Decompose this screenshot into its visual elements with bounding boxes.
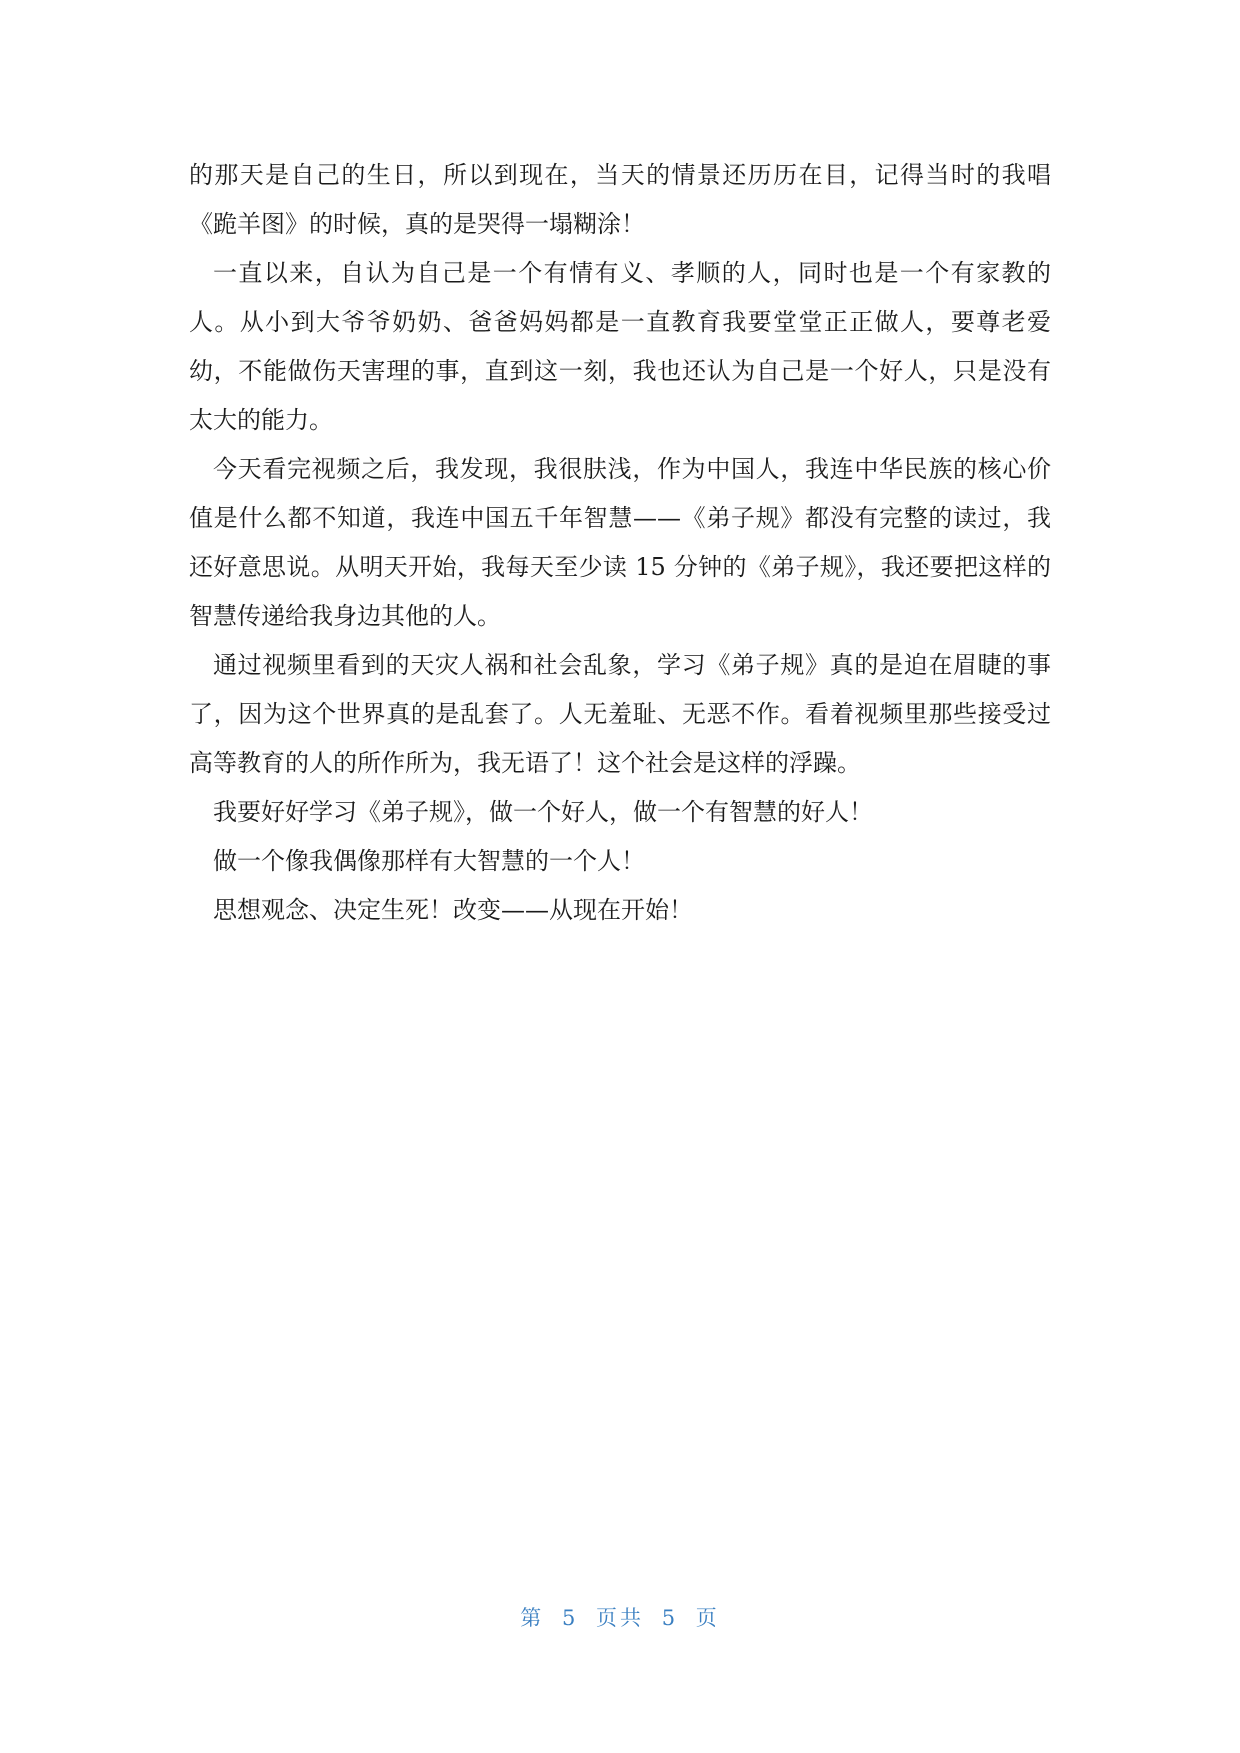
paragraph-1: 的那天是自己的生日，所以到现在，当天的情景还历历在目，记得当时的我唱《跪羊图》的时候，真的是哭得一塌糊涂！ xyxy=(189,161,1051,238)
document-body xyxy=(189,151,1051,935)
paragraph-2: 一直以来，自认为自己是一个有情有义、孝顺的人，同时也是一个有家教的人。从小到大爷爷奶奶、爸爸妈妈都是一直教育我要堂堂正正做人，要尊老爱幼，不能做伤天害理的事，直到这一刻，我也还认为自己是一个好人，只是没有太大的能力。 xyxy=(189,259,1051,434)
paragraph-6: 做一个像我偶像那样有大智慧的一个人！ xyxy=(213,847,645,875)
total-pages-number: 5 xyxy=(661,1606,679,1630)
page-label-prefix: 第 xyxy=(520,1606,545,1630)
page-footer xyxy=(0,1604,1240,1632)
paragraph-5: 我要好好学习《弟子规》，做一个好人，做一个有智慧的好人！ xyxy=(213,798,873,826)
page-label-mid: 页共 xyxy=(596,1606,644,1630)
page-label-suffix: 页 xyxy=(695,1606,720,1630)
current-page-number: 5 xyxy=(561,1606,579,1630)
paragraph-3: 今天看完视频之后，我发现，我很肤浅，作为中国人，我连中华民族的核心价值是什么都不知道，我连中国五千年智慧——《弟子规》都没有完整的读过，我还好意思说。从明天开始，我每天至少读 15 分钟的《弟子规》，我还要把这样的智慧传递给我身边其他的人。 xyxy=(189,455,1051,630)
paragraph-7: 思想观念、决定生死！改变——从现在开始！ xyxy=(213,896,693,924)
paragraph-4: 通过视频里看到的天灾人祸和社会乱象，学习《弟子规》真的是迫在眉睫的事了，因为这个世界真的是乱套了。人无羞耻、无恶不作。看着视频里那些接受过高等教育的人的所作所为，我无语了！这个社会是这样的浮躁。 xyxy=(189,651,1051,777)
